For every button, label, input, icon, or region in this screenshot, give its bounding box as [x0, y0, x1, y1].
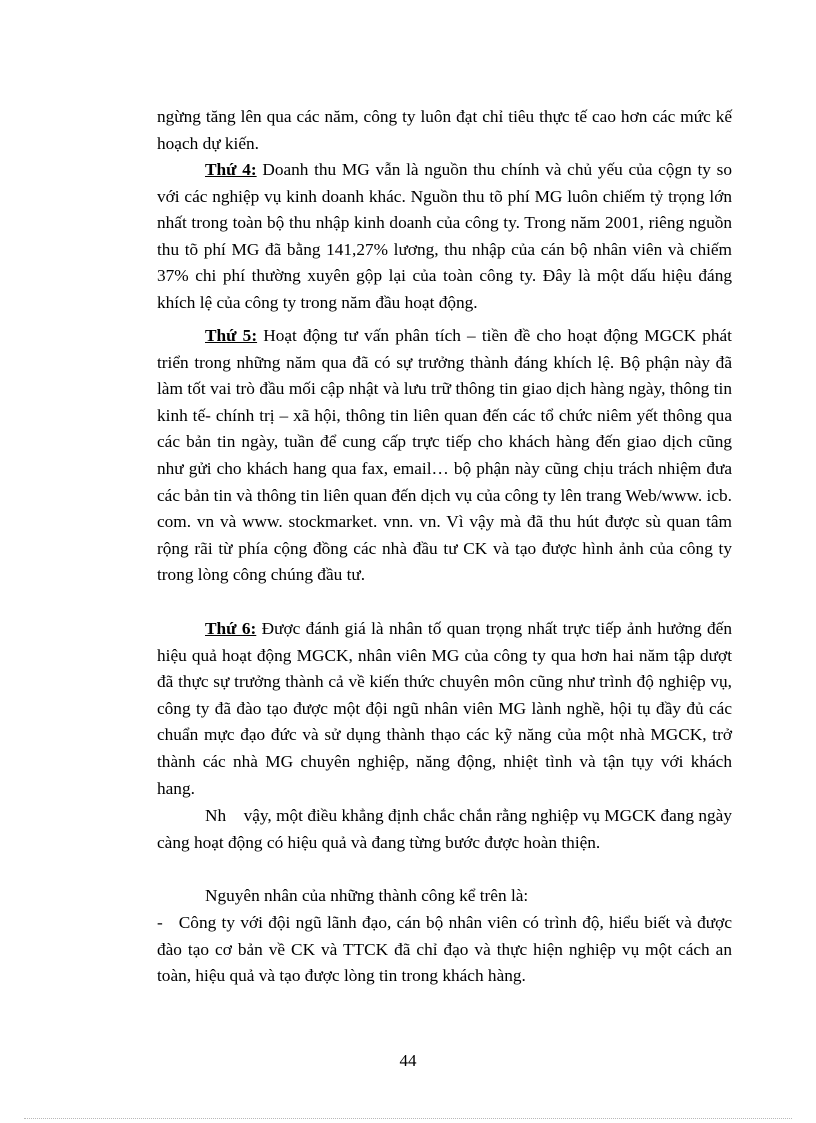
- paragraph-title: Thứ 6:: [205, 619, 257, 638]
- bullet-item: [157, 910, 737, 990]
- paragraph-text: Nguyên nhân của những thành công kể trên là:: [205, 886, 529, 905]
- paragraph-title: Thứ 5:: [205, 326, 258, 345]
- page-border-line: [24, 1118, 792, 1119]
- paragraph-thu-4: [157, 157, 732, 317]
- paragraph-title: Thứ 4:: [205, 160, 257, 179]
- page-number: 44: [399, 1051, 417, 1070]
- paragraph-text: ngừng tăng lên qua các năm, công ty luôn đạt chỉ tiêu thực tế cao hơn các mức kế hoạch dự kiến.: [157, 107, 732, 153]
- paragraph-text: Doanh thu MG vẫn là nguồn thu chính và chủ yếu của cộgn ty so với các nghiệp vụ kinh doanh khác. Nguồn thu tõ phí MG luôn chiếm tỷ trọng lớn nhất trong toàn bộ thu nhập kinh doanh của công ty. Trong năm 2001, riêng nguồn thu tõ phí MG đã bằng 141,27% lương, thu nhập của cán bộ nhân viên và chiếm 37% chi phí thường xuyên gộp lại của toàn công ty. Đây là một dấu hiệu đáng khích lệ của công ty trong năm đầu hoạt động.: [157, 160, 732, 312]
- paragraph-text: Hoạt động tư vấn phân tích – tiền đề cho hoạt động MGCK phát triển trong những năm qua đã có sự trưởng thành đáng khích lệ. Bộ phận này đã làm tốt vai trò đầu mối cập nhật và lưu trữ thông tin giao dịch hàng ngày, thông tin kinh tế- chính trị – xã hội, thông tin liên quan đến các tổ chức niêm yết thông qua các bản tin ngày, tuần để cung cấp trực tiếp cho khách hàng đến giao dịch cũng như gửi cho khách hang qua fax, email… bộ phận này cũng chịu trách nhiệm đưa các bản tin và thông tin liên quan đến dịch vụ của công ty lên trang Web/www. icb. com. vn và www. stockmarket. vnn. vn. Vì vậy mà đã thu hút được sù quan tâm rộng rãi từ phía cộng đồng các nhà đầu tư CK và tạo được hình ảnh của công ty trong lòng công chúng đầu tư.: [157, 326, 732, 585]
- bullet-text: - Công ty với đội ngũ lãnh đạo, cán bộ nhân viên có trình độ, hiểu biết và được đào tạo cơ bản về CK và TTCK đã chỉ đạo và thực hiện nghiệp vụ một cách an toàn, hiệu quả và tạo được lòng tin trong khách hàng.: [157, 913, 737, 986]
- paragraph-thu-6: [157, 616, 732, 802]
- paragraph-text: Được đánh giá là nhân tố quan trọng nhất trực tiếp ảnh hưởng đến hiệu quả hoạt động MGCK, nhân viên MG của công ty qua hơn hai năm tập dượt đã thực sự trưởng thành cả về kiến thức chuyên môn cũng như trình độ nghiệp vụ, công ty đã đào tạo được một đội ngũ nhân viên MG lành nghề, hội tụ đầy đủ các chuẩn mực đạo đức và sử dụng thành thạo các kỹ năng của một nhà MGCK, trở thành các nhà MG chuyên nghiệp, năng động, nhiệt tình và tận tụy với khách hang.: [157, 619, 732, 798]
- paragraph-reasons-intro: [157, 883, 732, 910]
- paragraph-text: Nh vậy, một điều khẳng định chắc chắn rằng nghiệp vụ MGCK đang ngày càng hoạt động có hiệu quả và đang từng bước được hoàn thiện.: [157, 806, 737, 852]
- paragraph-thu-5: [157, 323, 732, 589]
- paragraph-continuation: [157, 104, 732, 157]
- paragraph-conclusion: [157, 803, 737, 856]
